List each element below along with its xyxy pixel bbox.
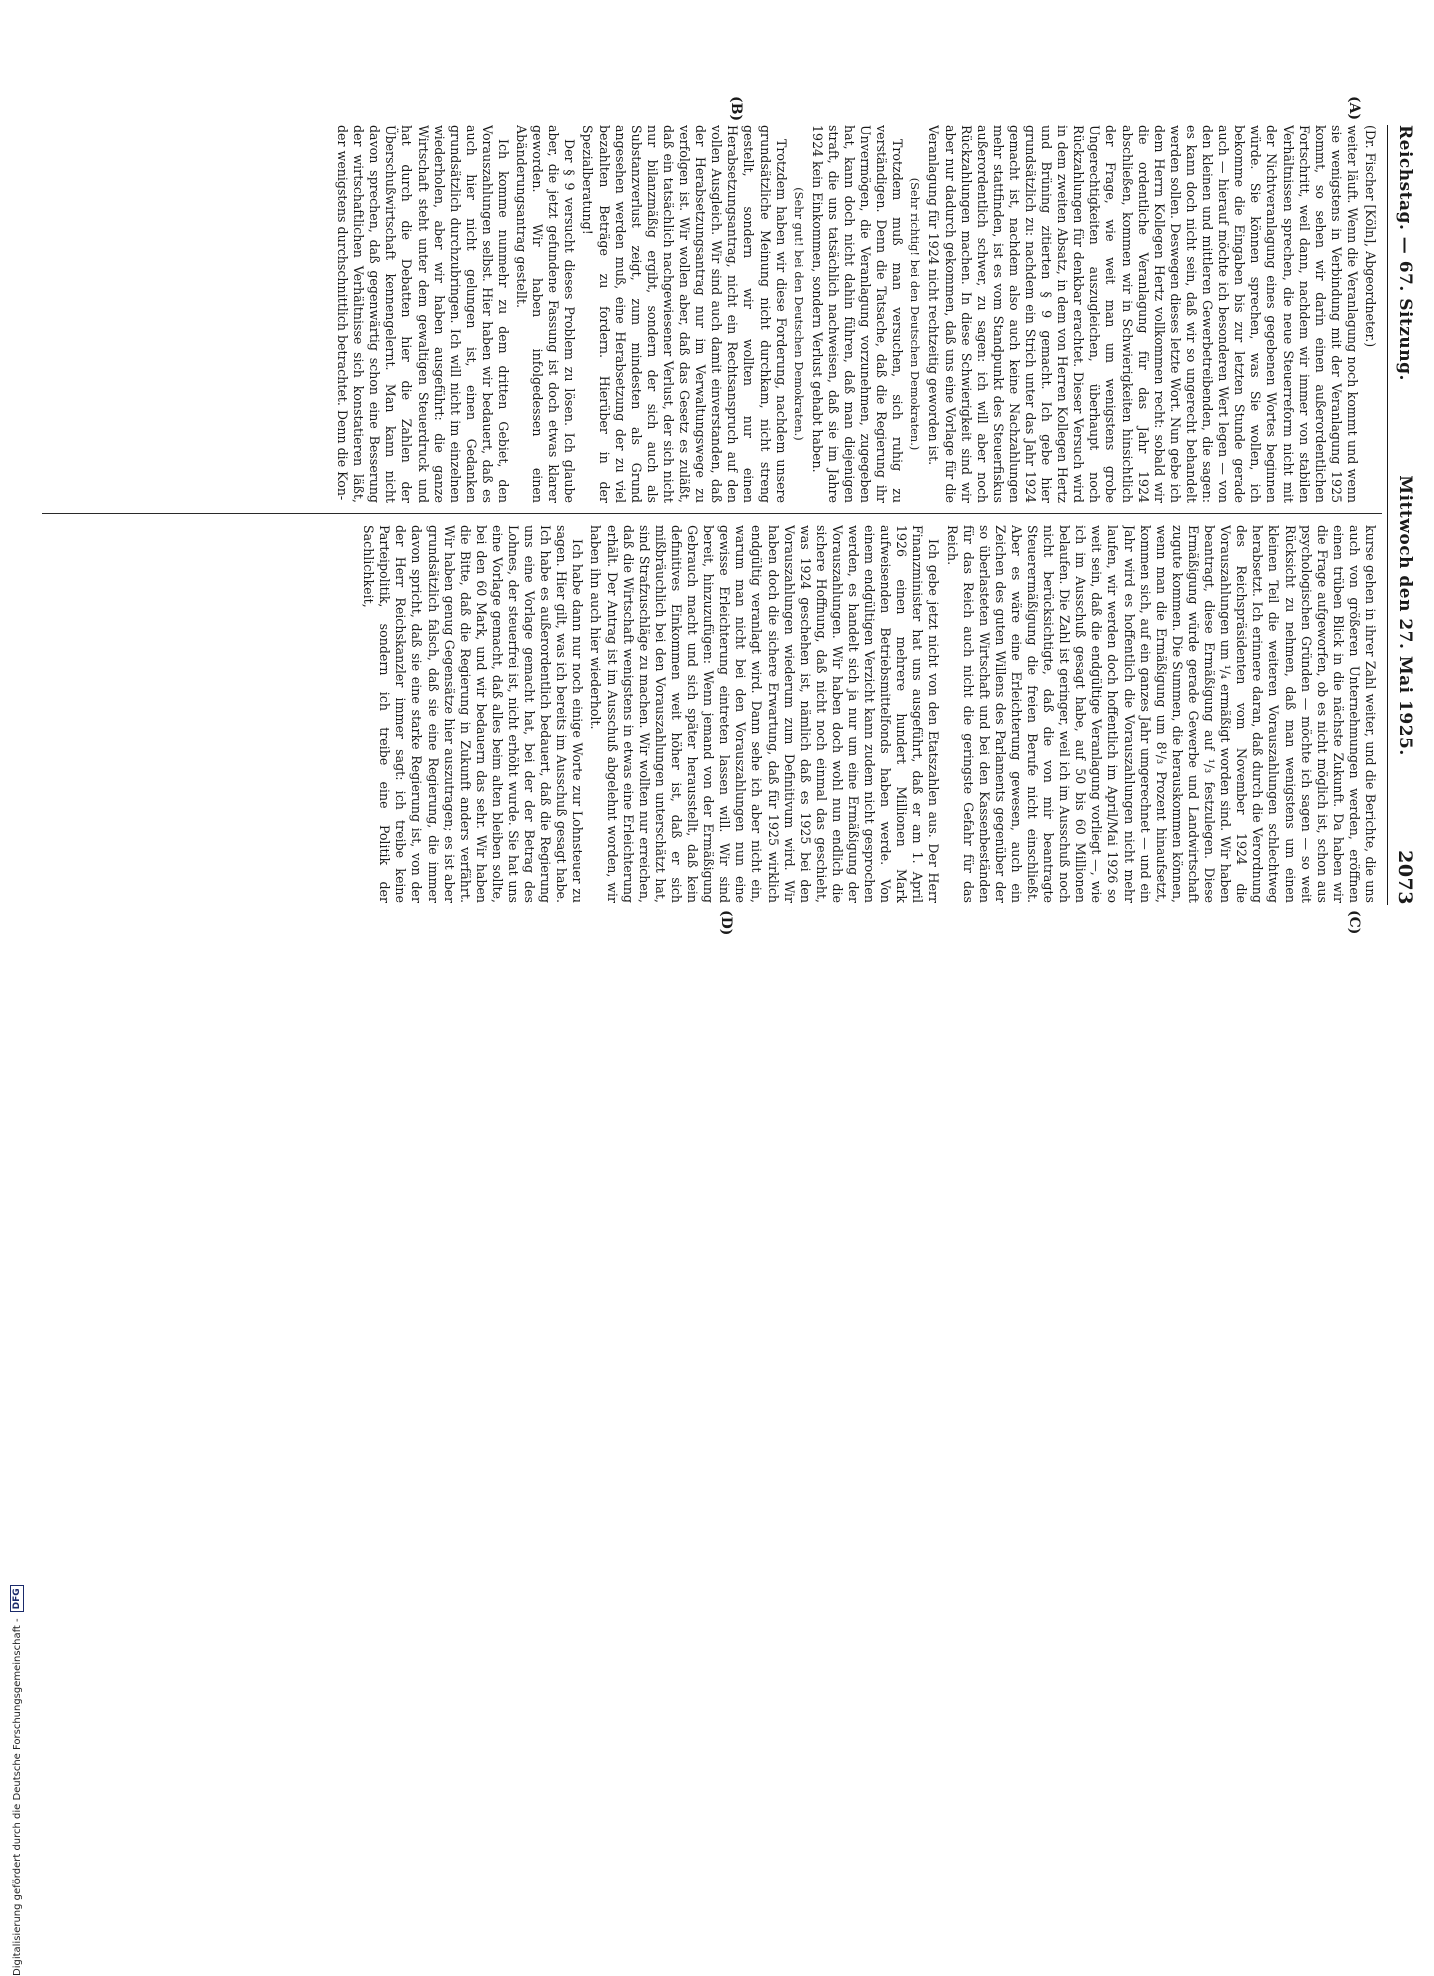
digitization-credit [9,996,25,1976]
paragraph: Ich habe dann nur noch einige Worte zur Lohnsteuer zu sagen. Hier gilt, was ich bereits im Ausschuß gesagt habe. Ich habe es außerordentlich bedauert, daß die Regierung uns eine Vorlage gemacht hat, bei der der Betrag des Lohnes, der steuerfrei ist, nicht erhöht wurde. Sie hat uns eine Vorlage gemacht, daß alles beim alten bleiben sollte, bei den 60 Mark, und wir bedauern das sehr. Wir haben die Bitte, daß die Regierung in Zukunft anders verfährt. Wir haben genug Gegensätze hier auszutragen; es ist aber grundsätzlich falsch, daß sie eine Regierung, die immer davon spricht, daß sie eine starke Regierung ist, von der der Herr Reichskanzler immer sagt: ich treibe keine Parteipolitik, sondern ich treibe eine Politik der Sachlichkeit, [361,525,586,903]
page-header [1387,125,1422,905]
paragraph: Ich komme nunmehr zu dem dritten Gebiet, den Vorauszahlungen selbst. Hier haben wir bedauert, daß es auch hier nicht gelungen ist, einen Gedanken grundsätzlich durchzubringen. Ich will nicht im einzelnen wiederholen, aber wir haben ausgeführt: die ganze Wirtschaft steht unter dem gewaltigen Steuerdruck und hat durch die Debatten hier die Zahlen der Überschußwirtschaft kennengelernt. Man kann nicht davon sprechen, daß gegenwärtig schon eine Besserung der wirtschaftlichen Verhältnisse sich konstatieren läßt, der wenigstens durchschnittlich betrachtet. Denn die Kon- [335,125,512,503]
paragraph: Der § 9 versucht dieses Problem zu lösen. Ich glaube aber, die jetzt gefundene Fassung ist doch etwas klarer geworden. Wir haben infolgedessen einen Abänderungsantrag gestellt. [514,125,578,503]
margin-marker-a: (A) [1346,96,1362,121]
margin-marker-b: (B) [728,96,744,122]
column-divider [42,513,1382,514]
credit-text: Digitalisierung gefördert durch die Deutsche Forschungsgemeinschaft - [11,1618,23,1976]
paragraph: (Dr. Fischer [Köln], Abgeordneter.) [1363,125,1378,348]
interjection: (Sehr gut! bei den Deutschen Demokraten.) [791,187,806,441]
paragraph: Trotzdem muß man versuchen, sich ruhig zu verständigen. Denn die Tatsache, daß die Regierung ihr Unvermögen, die Veranlagung vorzunehmen, zugegeben hat, kann doch nicht dahin führen, daß man diejenigen straft, die uns tatsächlich nachweisen, daß sie im Jahre 1924 kein Einkommen, sondern Verlust gehabt haben. [809,125,906,503]
header-right: Mittwoch den 27. Mai 1925. [1395,475,1415,756]
header-left: Reichstag. — 67. Sitzung. [1395,125,1415,381]
margin-marker-d: (D) [718,910,734,936]
paragraph: weiter läuft. Wenn die Veranlagung noch kommt und wenn sie wenigstens in Verbindung mit der Veranlagung 1925 kommt, so sehen wir darin einen außerordentlichen Fortschritt, weil dann, nachdem wir immer von stabilen Verhältnissen sprechen, die neue Steuerreform nicht mit der Nichtveranlagung eines gegebenen Wortes beginnen würde. Sie können sprechen, was Sie wollen, ich bekomme die Eingaben bis zur letzten Stunde gerade auch — hierauf möchte ich besonderen Wert legen — von den kleinen und mittleren Gewerbetreibenden, die sagen: es kann doch nicht sein, daß wir so ungerecht behandelt werden sollen. Deswegen dieses letzte Wort. Nun gebe ich dem Herrn Kollegen Hertz vollkommen recht: sobald wir die ordentliche Veranlagung für das Jahr 1924 abschließen, kommen wir in Schwierigkeiten hinsichtlich der Frage, wie weit man um wenigstens grobe Ungerechtigkeiten auszugleichen, überhaupt noch Rückzahlungen für denkbar erachtet. Dieser Versuch wird in dem zweiten Absatz, in dem von Herren Kollegen Hertz und Brüning zitierten § 9 gemacht. Ich gebe hier grundsätzlich zu: nachdem ein Strich unter das Jahr 1924 gemacht ist, nachdem also auch keine Nachzahlungen mehr stattfinden, ist es vom Standpunkt des Steuerfiskus außerordentlich schwer, zu sagen: ich will aber noch Rückzahlungen machen. In diese Schwierigkeit sind wir aber nur dadurch gekommen, daß uns eine Vorlage für die Veranlagung für 1924 nicht rechtzeitig geworden ist. [926,125,1360,503]
page-number: 2073 [1394,850,1416,905]
paragraph: Ich gebe jetzt nicht von den Etatszahlen aus. Der Herr Finanzminister hat uns ausgeführt, daß er am 1. April 1926 einen mehrere hundert Millionen Mark aufweisenden Betriebsmittelfonds haben werde. Von einem endgültigen Verzicht kann zudem nicht gesprochen werden, es handelt sich ja nur um eine Ermäßigung der Vorauszahlungen. Wir haben doch wohl nun endlich die sichere Hoffnung, daß nicht noch einmal das geschieht, was 1924 geschehen ist, nämlich daß es 1925 bei den Vorauszahlungen wiederum zum Definitivum wird. Wir haben doch die sichere Erwartung, daß für 1925 wirklich endgültig veranlagt wird. Dann sehe ich aber nicht ein, warum man nicht bei den Vorauszahlungen nun eine gewisse Erleichterung eintreten lassen will. Wir sind bereit, hinzuzufügen: Wenn jemand von der Ermäßigung Gebrauch macht und sich später herausstellt, daß kein definitives Einkommen weit höher ist, daß er sich mißbräuchlich bei den Vorauszahlungen unterschätzt hat, sind Strafzuschläge zu machen. Wir wollten nur erreichen, daß die Wirtschaft wenigstens in etwas eine Erleichterung erhält. Der Antrag ist im Ausschuß abgelehnt worden, wir haben ihn auch hier wiederholt. [588,525,942,903]
dfg-logo: DFG [10,1585,24,1612]
left-column [43,125,1378,503]
interjection: (Sehr richtig! bei den Deutschen Demokraten.) [908,177,923,451]
paragraph: Trotzdem haben wir diese Forderung, nachdem unsere grundsätzliche Meinung nicht durchkam, nicht streng gestellt, sondern wir wollten nur einen Herabsetzungsantrag, nicht ein Rechtsanspruch auf den vollen Ausgleich. Wir sind auch damit einverstanden, daß der Herabsetzungsantrag nur im Verwaltungswege zu verfolgen ist. Wir wollen aber, daß das Gesetz es zuläßt, daß ein tatsächlich nachgewiesener Verlust, der sich nicht nur bilanzmäßig ergibt, sondern der sich auch als Substanzverlust zeigt, zum mindesten als Grund angesehen werden muß, eine Herabsetzung der zu viel bezahlten Beträge zu fordern. Hierüber in der Spezialberatung! [580,125,789,503]
paragraph: kurse gehen in ihrer Zahl weiter, und die Berichte, die uns auch von größeren Unternehmungen werden, eröffnen einen trüben Blick in die nächste Zukunft. Da haben wir die Frage aufgeworfen, ob es nicht möglich ist, schon aus psychologischen Gründen — möchte ich sagen — so weit Rücksicht zu nehmen, daß man wenigstens um einen kleinen Teil die weiteren Vorauszahlungen schlechtweg herabsetzt. Ich erinnere daran, daß durch die Verordnung des Reichspräsidenten vom November 1924 die Vorauszahlungen um ¹/₄ ermäßigt worden sind. Wir haben beantragt, diese Ermäßigung auf ¹/₃ festzulegen. Diese Ermäßigung würde gerade Gewerbe und Landwirtschaft zugute kommen. Die Summen, die herauskommen können, wenn man die Ermäßigung um 8¹/₃ Prozent hinaufsetzt, kommen sich, auf ein ganzes Jahr umgerechnet — und ein Jahr wird es hoffentlich die Vorauszahlungen nicht mehr laufen, wir werden doch hoffentlich im April/Mai 1926 so weit sein, daß die endgültige Veranlagung vorliegt —, wie ich im Ausschuß gesagt habe, auf 50 bis 60 Millionen belaufen. Die Zahl ist geringer, weil ich im Ausschuß noch nicht berücksichtigte, daß die von mir beantragte Steuerermäßigung die freien Berufe nicht einschließt. Aber es wäre eine Erleichterung gewesen, auch ein Zeichen des guten Willens des Parlaments gegenüber der so überlasteten Wirtschaft und bei den Kassenbeständen für das Reich auch nicht die geringste Gefahr für das Reich. [944,525,1378,903]
margin-marker-c: (C) [1346,910,1362,935]
right-column [43,525,1378,903]
